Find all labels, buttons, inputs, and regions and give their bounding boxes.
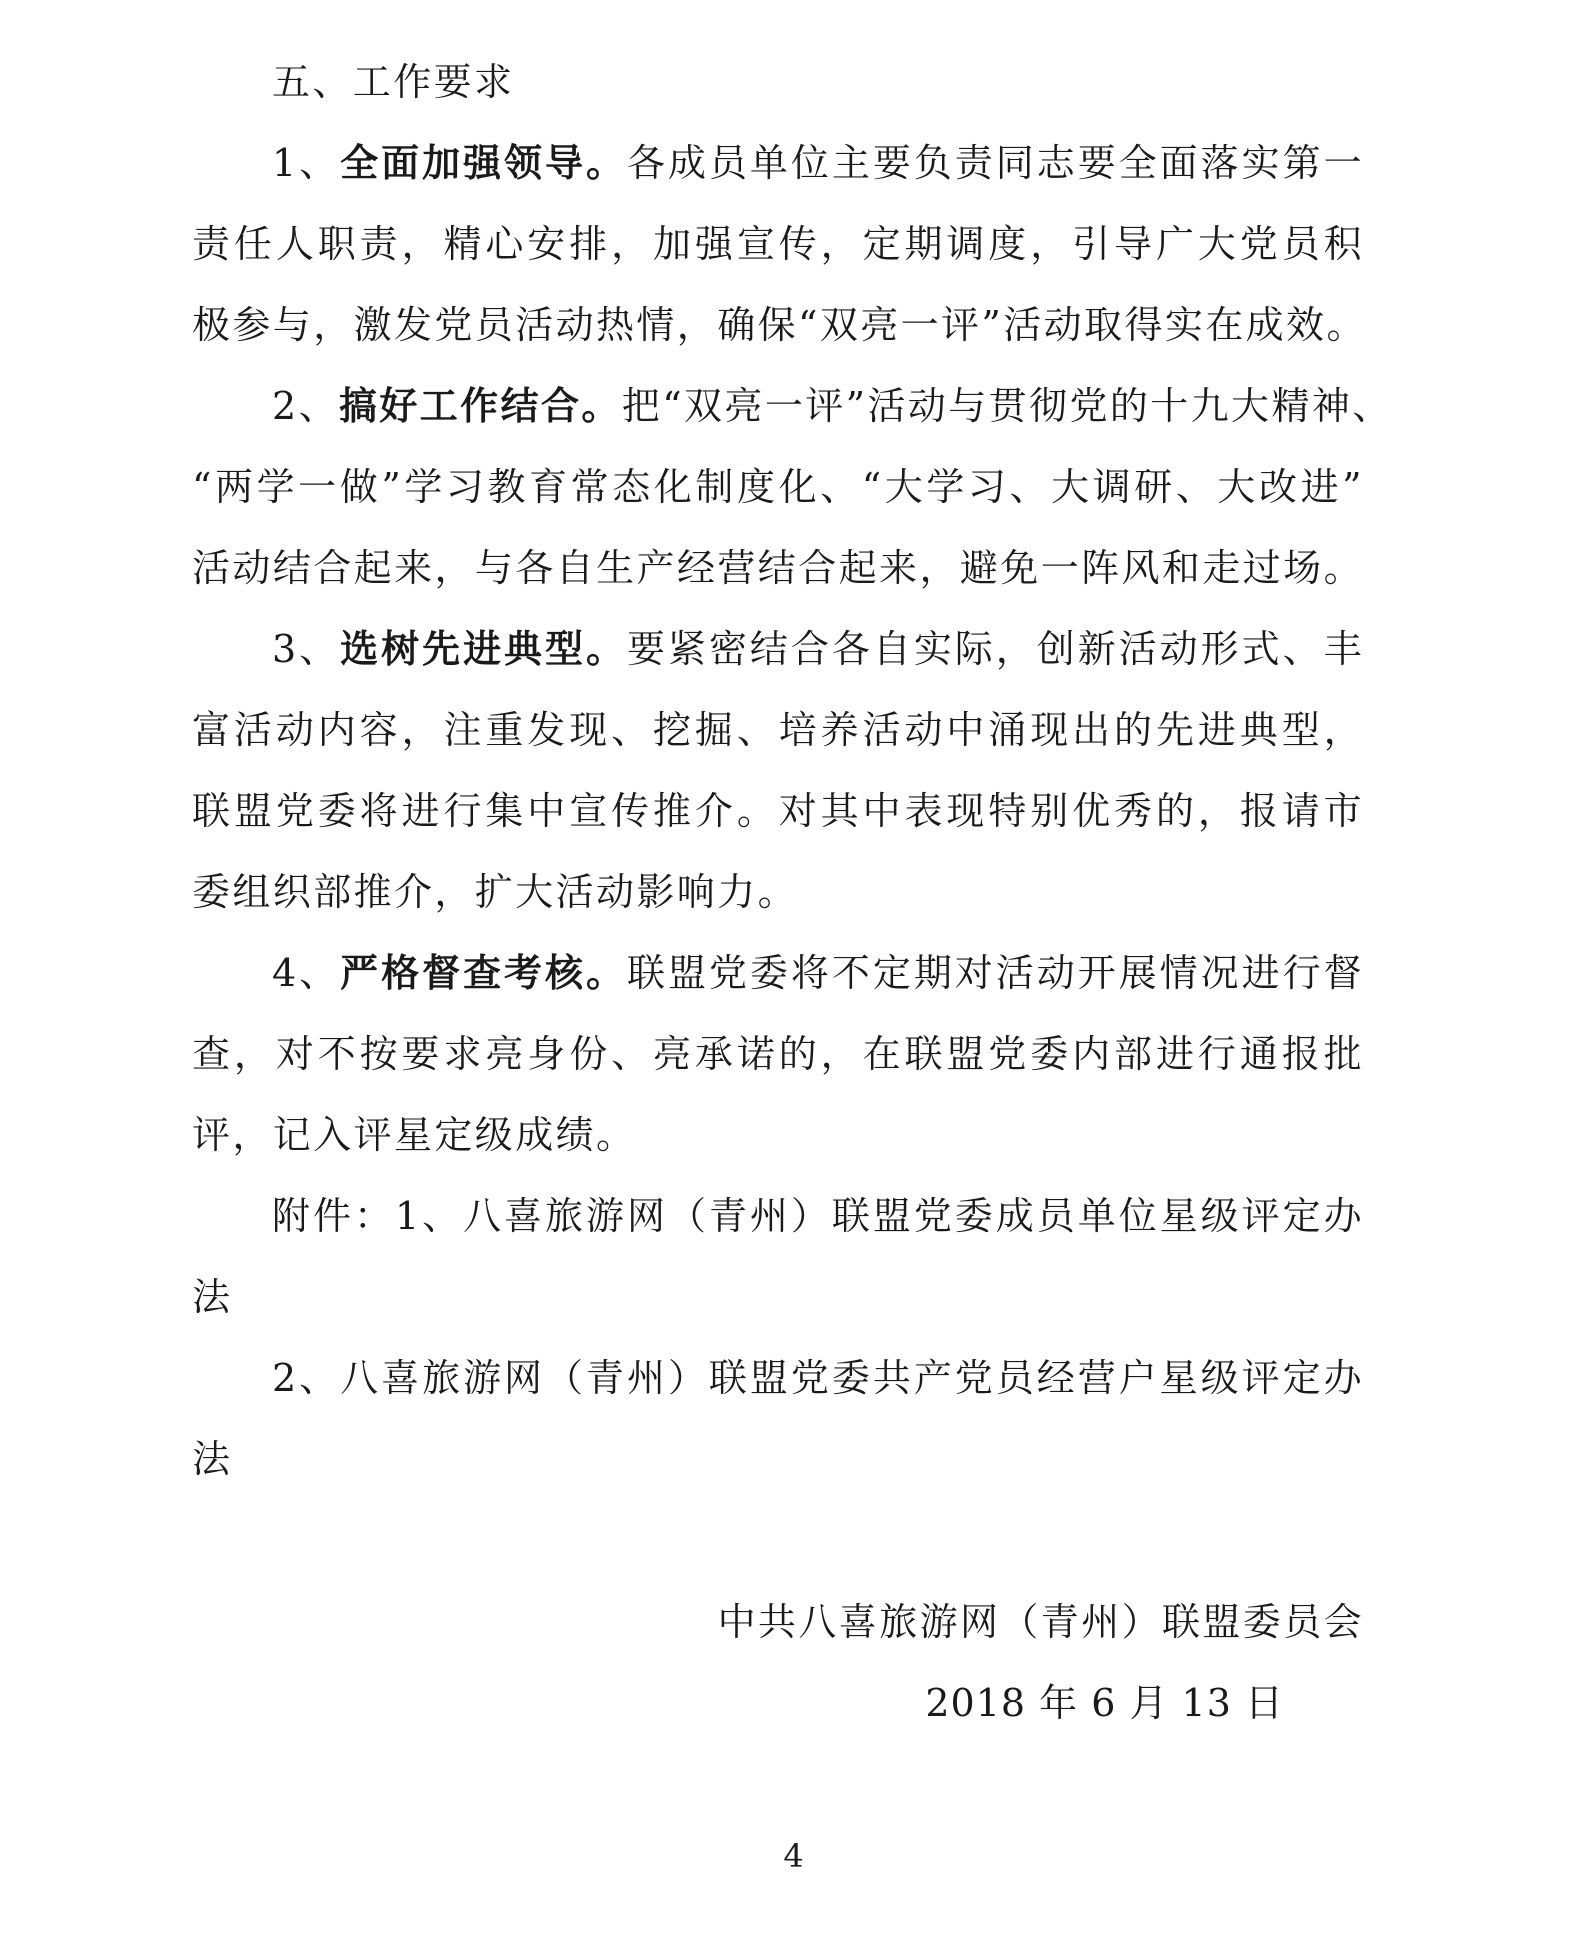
signature-organization: 中共八喜旅游网（青州）联盟委员会 bbox=[717, 1600, 1364, 1644]
item-lead: 选树先进典型。 bbox=[340, 627, 627, 671]
section-title: 五、工作要求 bbox=[272, 60, 515, 104]
attachment-number: 1、 bbox=[394, 1194, 464, 1238]
item-4-line: 评，记入评星定级成绩。 bbox=[192, 1113, 637, 1157]
item-number: 3、 bbox=[272, 627, 341, 671]
attachment-1 bbox=[272, 1193, 1364, 1239]
item-1-line: 极参与，激发党员活动热情，确保“双亮一评”活动取得实在成效。 bbox=[192, 303, 1367, 347]
item-text: 要紧密结合各自实际，创新活动形式、丰 bbox=[626, 627, 1364, 671]
item-3-line: 联盟党委将进行集中宣传推介。对其中表现特别优秀的，报请市 bbox=[192, 789, 1364, 833]
attachment-label: 附件： bbox=[272, 1194, 395, 1238]
attachment-title: 八喜旅游网（青州）联盟党委共产党员经营户星级评定办 bbox=[340, 1356, 1364, 1400]
item-text: 联盟党委将不定期对活动开展情况进行督 bbox=[626, 951, 1364, 995]
item-3-line: 富活动内容，注重发现、挖掘、培养活动中涌现出的先进典型， bbox=[192, 708, 1364, 752]
item-3-first-line bbox=[272, 626, 1364, 672]
item-number: 2、 bbox=[272, 384, 339, 428]
item-lead: 搞好工作结合。 bbox=[338, 384, 622, 428]
item-4-first-line bbox=[272, 950, 1364, 996]
item-number: 1、 bbox=[272, 141, 341, 185]
item-text: 各成员单位主要负责同志要全面落实第一 bbox=[626, 141, 1364, 185]
item-lead: 全面加强领导。 bbox=[340, 141, 627, 185]
item-3-line: 委组织部推介，扩大活动影响力。 bbox=[192, 870, 799, 914]
item-1-first-line bbox=[272, 140, 1364, 186]
attachment-2-continuation: 法 bbox=[192, 1437, 233, 1481]
item-2-line: “两学一做”学习教育常态化制度化、“大学习、大调研、大改进” bbox=[192, 465, 1364, 509]
attachment-1-continuation: 法 bbox=[192, 1275, 233, 1319]
item-1-line: 责任人职责，精心安排，加强宣传，定期调度，引导广大党员积 bbox=[192, 222, 1364, 266]
item-number: 4、 bbox=[272, 951, 341, 995]
item-lead: 严格督查考核。 bbox=[340, 951, 627, 995]
signature-date: 2018 年 6 月 13 日 bbox=[925, 1681, 1284, 1725]
item-4-line: 查，对不按要求亮身份、亮承诺的，在联盟党委内部进行通报批 bbox=[192, 1032, 1364, 1076]
attachment-title: 八喜旅游网（青州）联盟党委成员单位星级评定办 bbox=[463, 1194, 1364, 1238]
item-text: 把“双亮一评”活动与贯彻党的十九大精神、 bbox=[621, 384, 1393, 428]
attachment-number: 2、 bbox=[272, 1356, 341, 1400]
item-2-line: 活动结合起来，与各自生产经营结合起来，避免一阵风和走过场。 bbox=[192, 546, 1364, 590]
page-number: 4 bbox=[783, 1837, 804, 1875]
item-2-first-line bbox=[272, 383, 1393, 429]
attachment-2 bbox=[272, 1355, 1364, 1401]
